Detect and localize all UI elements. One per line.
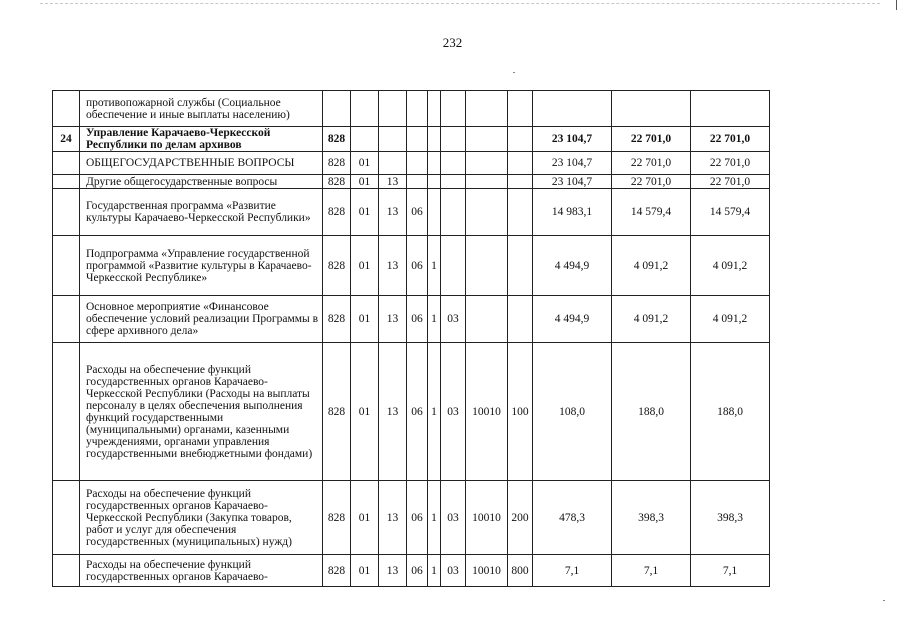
subsection-code-cell: 13 [379,343,407,481]
activity-code-cell: 03 [441,481,466,555]
item-name-cell: Другие общегосударственные вопросы [80,175,323,189]
subprogram-code-cell: 1 [428,555,441,587]
scan-edge-mark [896,0,897,10]
subprogram-code-cell [428,189,441,236]
table-row [53,236,770,296]
expense-type-cell: 200 [508,481,533,555]
program-code-cell [407,175,428,189]
program-code-cell: 06 [407,555,428,587]
amount-cell-3: 22 701,0 [691,127,770,152]
table-row [53,175,770,189]
scan-speck [883,600,885,601]
ministry-code-cell: 828 [323,175,351,189]
subsection-code-cell [379,152,407,175]
row-number-cell [53,175,80,189]
ministry-code-cell: 828 [323,236,351,296]
amount-cell-3 [691,91,770,127]
ministry-code-cell: 828 [323,152,351,175]
amount-cell-2: 22 701,0 [612,175,691,189]
amount-cell-3: 398,3 [691,481,770,555]
subprogram-code-cell: 1 [428,236,441,296]
activity-code-cell [441,175,466,189]
amount-cell-1: 23 104,7 [533,152,612,175]
amount-cell-2: 4 091,2 [612,296,691,343]
section-code-cell: 01 [351,296,379,343]
amount-cell-3: 22 701,0 [691,175,770,189]
direction-code-cell [466,189,508,236]
subsection-code-cell: 13 [379,175,407,189]
item-name-cell: Расходы на обеспечение функций государственных органов Карачаево- [80,555,323,587]
table-row [53,555,770,587]
amount-cell-1: 7,1 [533,555,612,587]
program-code-cell [407,91,428,127]
amount-cell-1: 478,3 [533,481,612,555]
amount-cell-3: 14 579,4 [691,189,770,236]
amount-cell-3: 4 091,2 [691,296,770,343]
amount-cell-1: 4 494,9 [533,236,612,296]
expense-type-cell [508,127,533,152]
amount-cell-3: 7,1 [691,555,770,587]
amount-cell-3: 188,0 [691,343,770,481]
subprogram-code-cell [428,175,441,189]
subsection-code-cell: 13 [379,481,407,555]
row-number-cell [53,481,80,555]
direction-code-cell: 10010 [466,343,508,481]
direction-code-cell [466,152,508,175]
amount-cell-2 [612,91,691,127]
expense-type-cell [508,91,533,127]
item-name-cell: Подпрограмма «Управление государственной программой «Развитие культуры в Карачаево-Черкесской Республике» [80,236,323,296]
section-code-cell: 01 [351,175,379,189]
row-number-cell [53,91,80,127]
direction-code-cell [466,296,508,343]
subprogram-code-cell [428,127,441,152]
program-code-cell: 06 [407,296,428,343]
subprogram-code-cell: 1 [428,296,441,343]
subsection-code-cell: 13 [379,296,407,343]
section-code-cell: 01 [351,481,379,555]
row-number-cell: 24 [53,127,80,152]
expense-type-cell: 800 [508,555,533,587]
expense-type-cell [508,189,533,236]
expense-type-cell [508,152,533,175]
expense-type-cell [508,296,533,343]
section-code-cell: 01 [351,189,379,236]
section-code-cell: 01 [351,236,379,296]
subprogram-code-cell: 1 [428,343,441,481]
amount-cell-2: 22 701,0 [612,152,691,175]
row-number-cell [53,343,80,481]
amount-cell-1: 23 104,7 [533,127,612,152]
table-row [53,343,770,481]
program-code-cell: 06 [407,481,428,555]
amount-cell-2: 22 701,0 [612,127,691,152]
row-number-cell [53,236,80,296]
activity-code-cell: 03 [441,296,466,343]
activity-code-cell: 03 [441,343,466,481]
table-row [53,152,770,175]
amount-cell-3: 4 091,2 [691,236,770,296]
section-code-cell [351,91,379,127]
ministry-code-cell: 828 [323,189,351,236]
subsection-code-cell: 13 [379,189,407,236]
item-name-cell: противопожарной службы (Социальное обеспечение и иные выплаты населению) [80,91,323,127]
amount-cell-1: 23 104,7 [533,175,612,189]
table-row [53,189,770,236]
section-code-cell [351,127,379,152]
direction-code-cell [466,175,508,189]
section-code-cell: 01 [351,152,379,175]
table-row [53,296,770,343]
amount-cell-2: 14 579,4 [612,189,691,236]
activity-code-cell [441,189,466,236]
activity-code-cell [441,127,466,152]
direction-code-cell: 10010 [466,555,508,587]
amount-cell-2: 188,0 [612,343,691,481]
page-number: 232 [442,35,463,50]
expense-type-cell [508,236,533,296]
section-code-cell: 01 [351,343,379,481]
ministry-code-cell: 828 [323,481,351,555]
program-code-cell: 06 [407,343,428,481]
item-name-cell: Государственная программа «Развитие культуры Карачаево-Черкесской Республики» [80,189,323,236]
subprogram-code-cell: 1 [428,481,441,555]
direction-code-cell [466,91,508,127]
amount-cell-3: 22 701,0 [691,152,770,175]
expense-type-cell [508,175,533,189]
amount-cell-2: 398,3 [612,481,691,555]
ministry-code-cell: 828 [323,555,351,587]
subprogram-code-cell [428,152,441,175]
program-code-cell: 06 [407,236,428,296]
amount-cell-1 [533,91,612,127]
direction-code-cell [466,127,508,152]
subsection-code-cell: 13 [379,236,407,296]
budget-table-body [53,91,770,587]
item-name-cell: Основное мероприятие «Финансовое обеспечение условий реализации Программы в сфере архивного дела» [80,296,323,343]
subsection-code-cell [379,91,407,127]
amount-cell-1: 4 494,9 [533,296,612,343]
activity-code-cell [441,152,466,175]
amount-cell-2: 4 091,2 [612,236,691,296]
expense-type-cell: 100 [508,343,533,481]
item-name-cell: ОБЩЕГОСУДАРСТВЕННЫЕ ВОПРОСЫ [80,152,323,175]
scan-top-edge [40,3,880,4]
ministry-code-cell: 828 [323,296,351,343]
program-code-cell: 06 [407,189,428,236]
direction-code-cell: 10010 [466,481,508,555]
ministry-code-cell [323,91,351,127]
item-name-cell: Расходы на обеспечение функций государственных органов Карачаево-Черкесской Республики (Расходы на выплаты персоналу в целях обеспечения выполнения функций государственными (муниципальными) органами, казенными учреждениями, органами управления государственными внебюджетными фондами) [80,343,323,481]
subprogram-code-cell [428,91,441,127]
subsection-code-cell: 13 [379,555,407,587]
item-name-cell: Расходы на обеспечение функций государственных органов Карачаево-Черкесской Республики (Закупка товаров, работ и услуг для обеспечения государственных (муниципальных) нужд) [80,481,323,555]
row-number-cell [53,152,80,175]
scan-speck [513,72,515,73]
ministry-code-cell: 828 [323,127,351,152]
row-number-cell [53,189,80,236]
ministry-code-cell: 828 [323,343,351,481]
item-name-cell: Управление Карачаево-Черкесской Республики по делам архивов [80,127,323,152]
row-number-cell [53,296,80,343]
activity-code-cell [441,91,466,127]
amount-cell-1: 14 983,1 [533,189,612,236]
activity-code-cell: 03 [441,555,466,587]
table-row [53,91,770,127]
table-row [53,481,770,555]
row-number-cell [53,555,80,587]
subsection-code-cell [379,127,407,152]
program-code-cell [407,152,428,175]
table-row [53,127,770,152]
activity-code-cell [441,236,466,296]
section-code-cell: 01 [351,555,379,587]
program-code-cell [407,127,428,152]
direction-code-cell [466,236,508,296]
amount-cell-2: 7,1 [612,555,691,587]
amount-cell-1: 108,0 [533,343,612,481]
budget-table [52,90,770,587]
